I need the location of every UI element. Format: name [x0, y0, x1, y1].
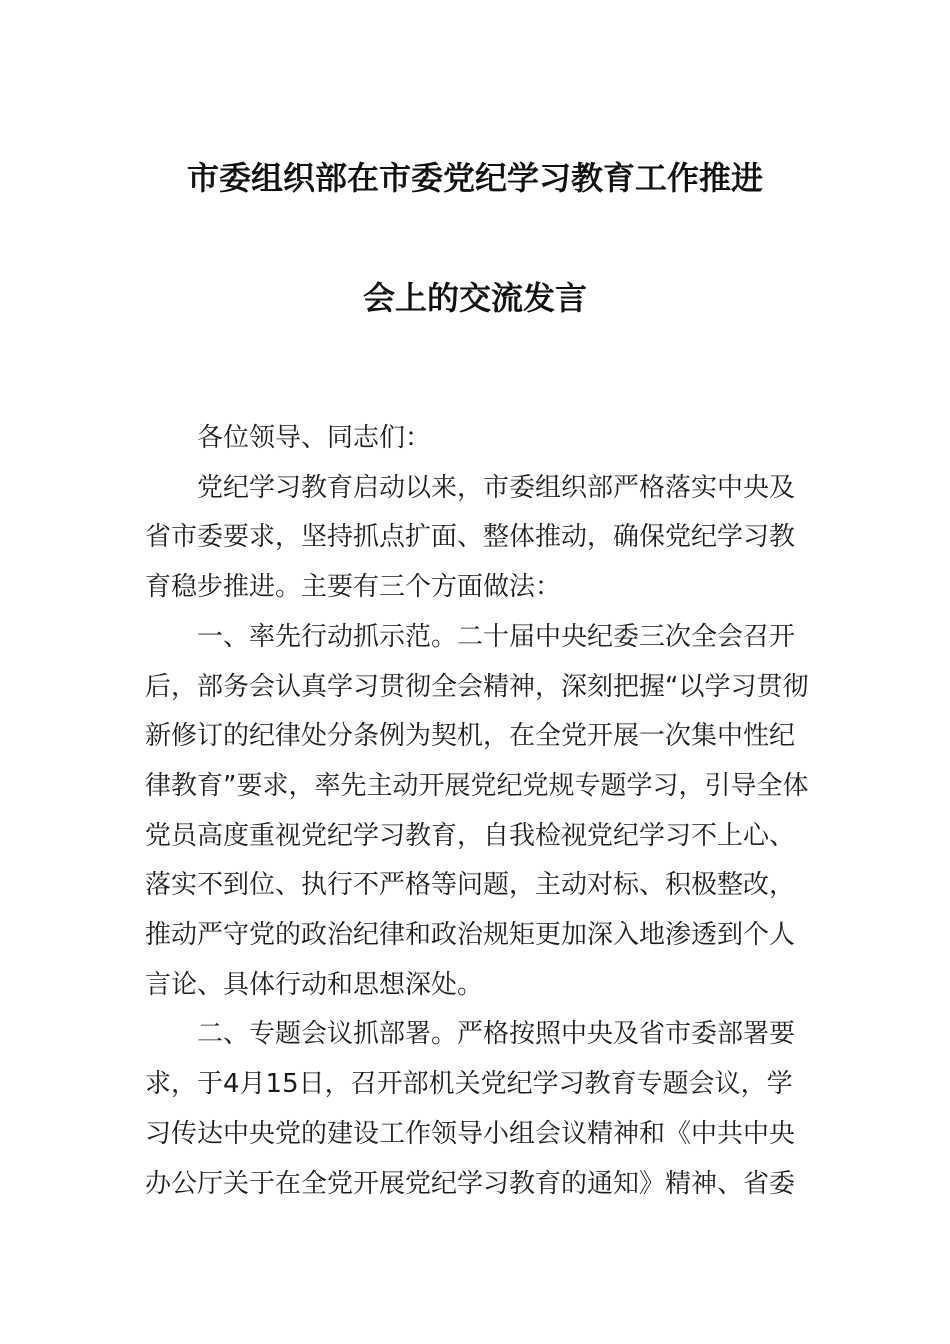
- salutation-paragraph: [145, 414, 807, 464]
- document-title-line-2: 会上的交流发言: [362, 279, 587, 317]
- section-one-paragraph: [145, 613, 807, 1011]
- text-line: 新修订的纪律处分条例为契机，在全党开展一次集中性纪: [145, 721, 796, 752]
- text-line: 办公厅关于在全党开展党纪学习教育的通知》精神、省委: [145, 1168, 796, 1199]
- text-line: 言论、具体行动和思想深处。: [145, 969, 484, 1000]
- text-line: 落实不到位、执行不严格等问题，主动对标、积极整改，: [145, 870, 796, 901]
- section-two-paragraph: [145, 1010, 807, 1209]
- text-line: 推动严守党的政治纪律和政治规矩更加深入地渗透到个人: [145, 920, 796, 951]
- text-line: 后，部务会认真学习贯彻全会精神，深刻把握“以学习贯彻: [145, 671, 809, 702]
- text-line: 省市委要求，坚持抓点扩面、整体推动，确保党纪学习教: [145, 522, 796, 553]
- text-line: 党员高度重视党纪学习教育，自我检视党纪学习不上心、: [145, 820, 796, 851]
- text-line: 党纪学习教育启动以来，市委组织部严格落实中央及: [197, 472, 796, 503]
- text-line: 二、专题会议抓部署。严格按照中央及省市委部署要: [197, 1019, 796, 1050]
- text-line: 习传达中央党的建设工作领导小组会议精神和《中共中央: [145, 1118, 796, 1149]
- text-line: 各位领导、同志们：: [197, 423, 432, 453]
- text-line: 一、率先行动抓示范。二十届中央纪委三次全会召开: [197, 621, 796, 652]
- document-title-line-1: 市委组织部在市委党纪学习教育工作推进: [186, 159, 763, 197]
- text-line: 律教育”要求，率先主动开展党纪党规专题学习，引导全体: [145, 770, 809, 801]
- text-line: 育稳步推进。主要有三个方面做法：: [145, 572, 562, 603]
- text-line: 求，于4月15日，召开部机关党纪学习教育专题会议，学: [145, 1069, 793, 1100]
- document-body: [145, 414, 807, 1209]
- intro-paragraph: [145, 464, 807, 613]
